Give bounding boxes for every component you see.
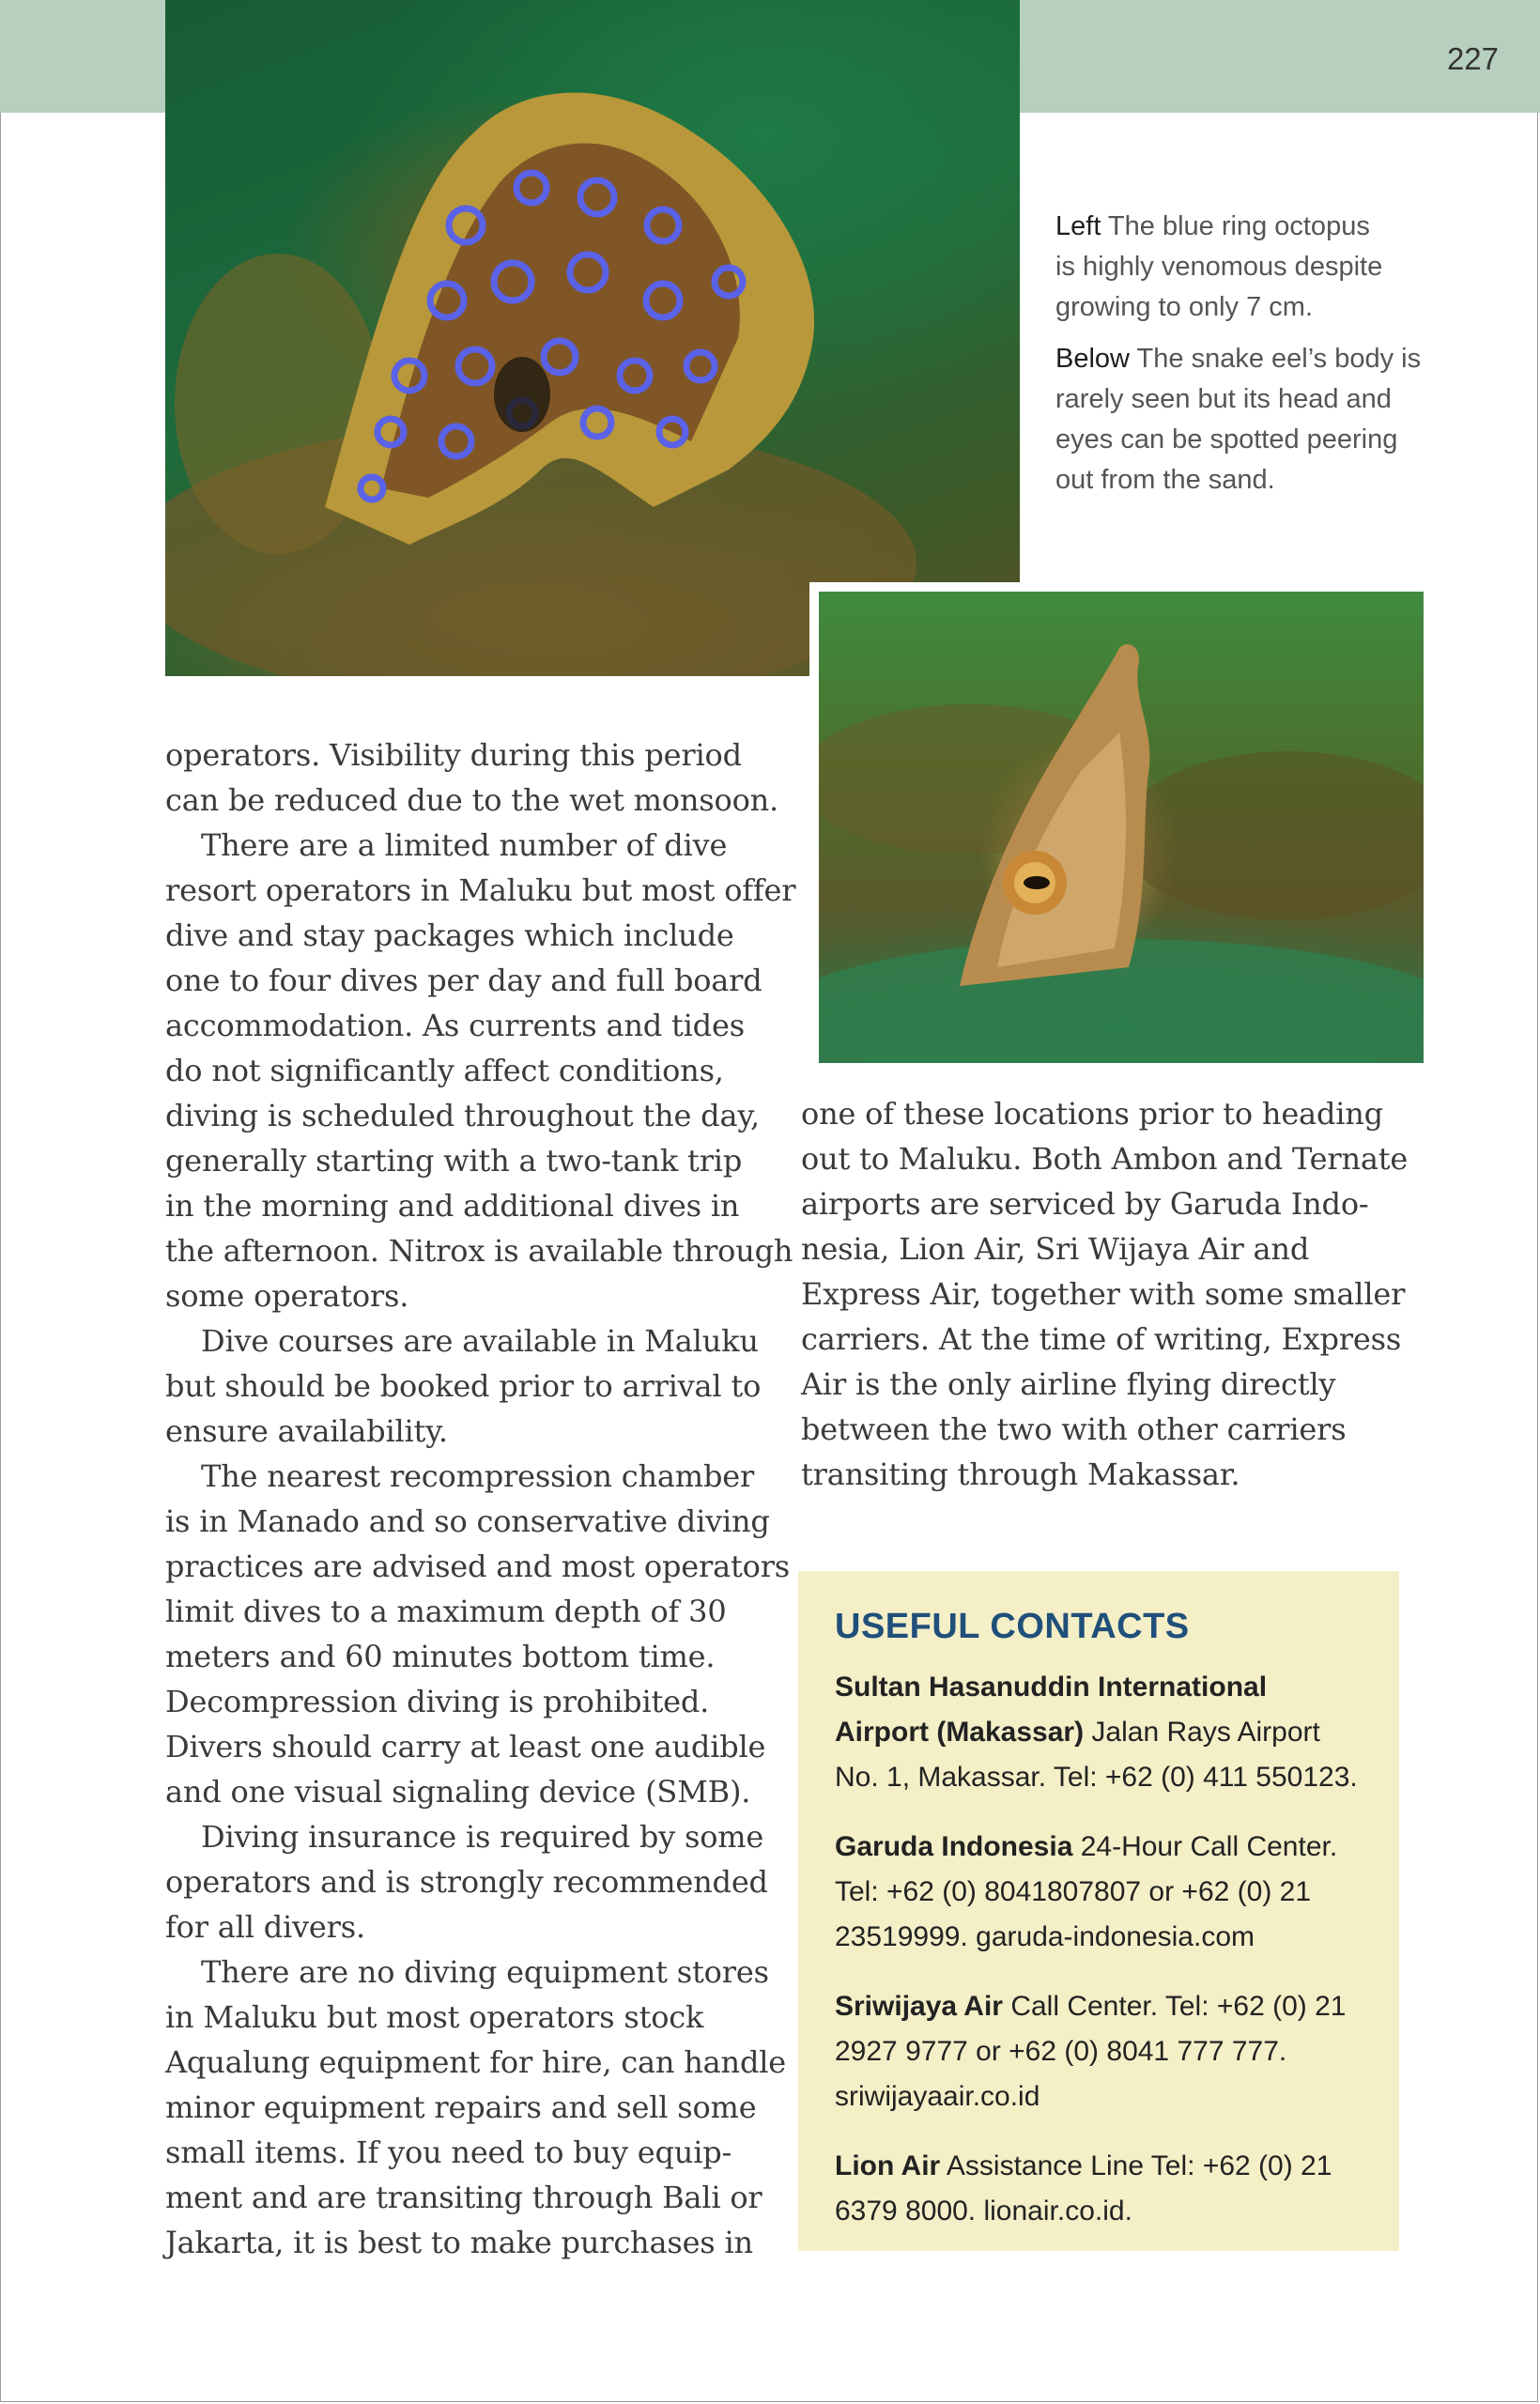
caption-below: Below The snake eel’s body is rarely seen but its head and eyes can be spotted peering out from the sand.	[1055, 344, 1422, 495]
body-text-left-column: operators. Visibility during this period can be reduced due to the wet monsoon. There are a limited number of dive resort operators in Maluku but most offer dive and stay packages which include one to four dives per day and full board accommodation. As currents and tides do not significantly affect conditions, diving is scheduled throughout the day, generally starting with a two-tank trip in the morning and additional dives in the afternoon. Nitrox is available through some operators. Dive courses are available in Maluku but should be booked prior to arrival to ensure availability. The nearest recompression chamber is in Manado and so conservative diving practices are advised and most operators limit dives to a maximum depth of 30 meters and 60 minutes bottom time. Decompression diving is prohibited. Divers should carry at least one audible and one visual signaling device (SMB). Diving insurance is required by some operators and is strongly recommended for all divers. There are no diving equipment stores in Maluku but most operators stock Aqualung equipment for hire, can handle minor equipment repairs and sell some small items. If you need to buy equip- ment and are transiting through Bali or Jakarta, it is best to make purchases in	[165, 737, 796, 2260]
snake-eel-photo	[809, 582, 1424, 1063]
contact-sultan-hasanuddin-airport: Sultan Hasanuddin International Airport (Makassar) Jalan Rays Airport No. 1, Makassar. Tel: +62 (0) 411 550123.	[835, 1672, 1358, 1793]
caption-lead-below: Below	[1055, 344, 1130, 374]
body-text-right-column: one of these locations prior to heading out to Maluku. Both Ambon and Ternate airports are serviced by Garuda Indo- nesia, Lion Air, Sri Wijaya Air and Express Air, together with some smaller carriers. At the time of writing, Express Air is the only airline flying directly between the two with other carriers transiting through Makassar.	[801, 1096, 1409, 1492]
contact-garuda-indonesia: Garuda Indonesia 24-Hour Call Center. Tel: +62 (0) 8041807807 or +62 (0) 21 23519999. garuda-indonesia.com	[835, 1831, 1338, 1952]
contact-sriwijaya-air: Sriwijaya Air Call Center. Tel: +62 (0) 21 2927 9777 or +62 (0) 8041 777 777. sriwijayaair.co.id	[835, 1991, 1347, 2112]
page-number: 227	[1446, 41, 1499, 76]
contact-lion-air: Lion Air Assistance Line Tel: +62 (0) 21 6379 8000. lionair.co.id.	[835, 2150, 1332, 2227]
useful-contacts-box	[798, 1571, 1399, 2251]
caption-lead-left: Left	[1055, 211, 1101, 241]
caption-left: Left The blue ring octopus is highly venomous despite growing to only 7 cm.	[1055, 211, 1383, 322]
contacts-title: USEFUL CONTACTS	[835, 1607, 1190, 1646]
photo-caption	[1055, 207, 1422, 512]
octopus-photo	[165, 0, 1020, 676]
